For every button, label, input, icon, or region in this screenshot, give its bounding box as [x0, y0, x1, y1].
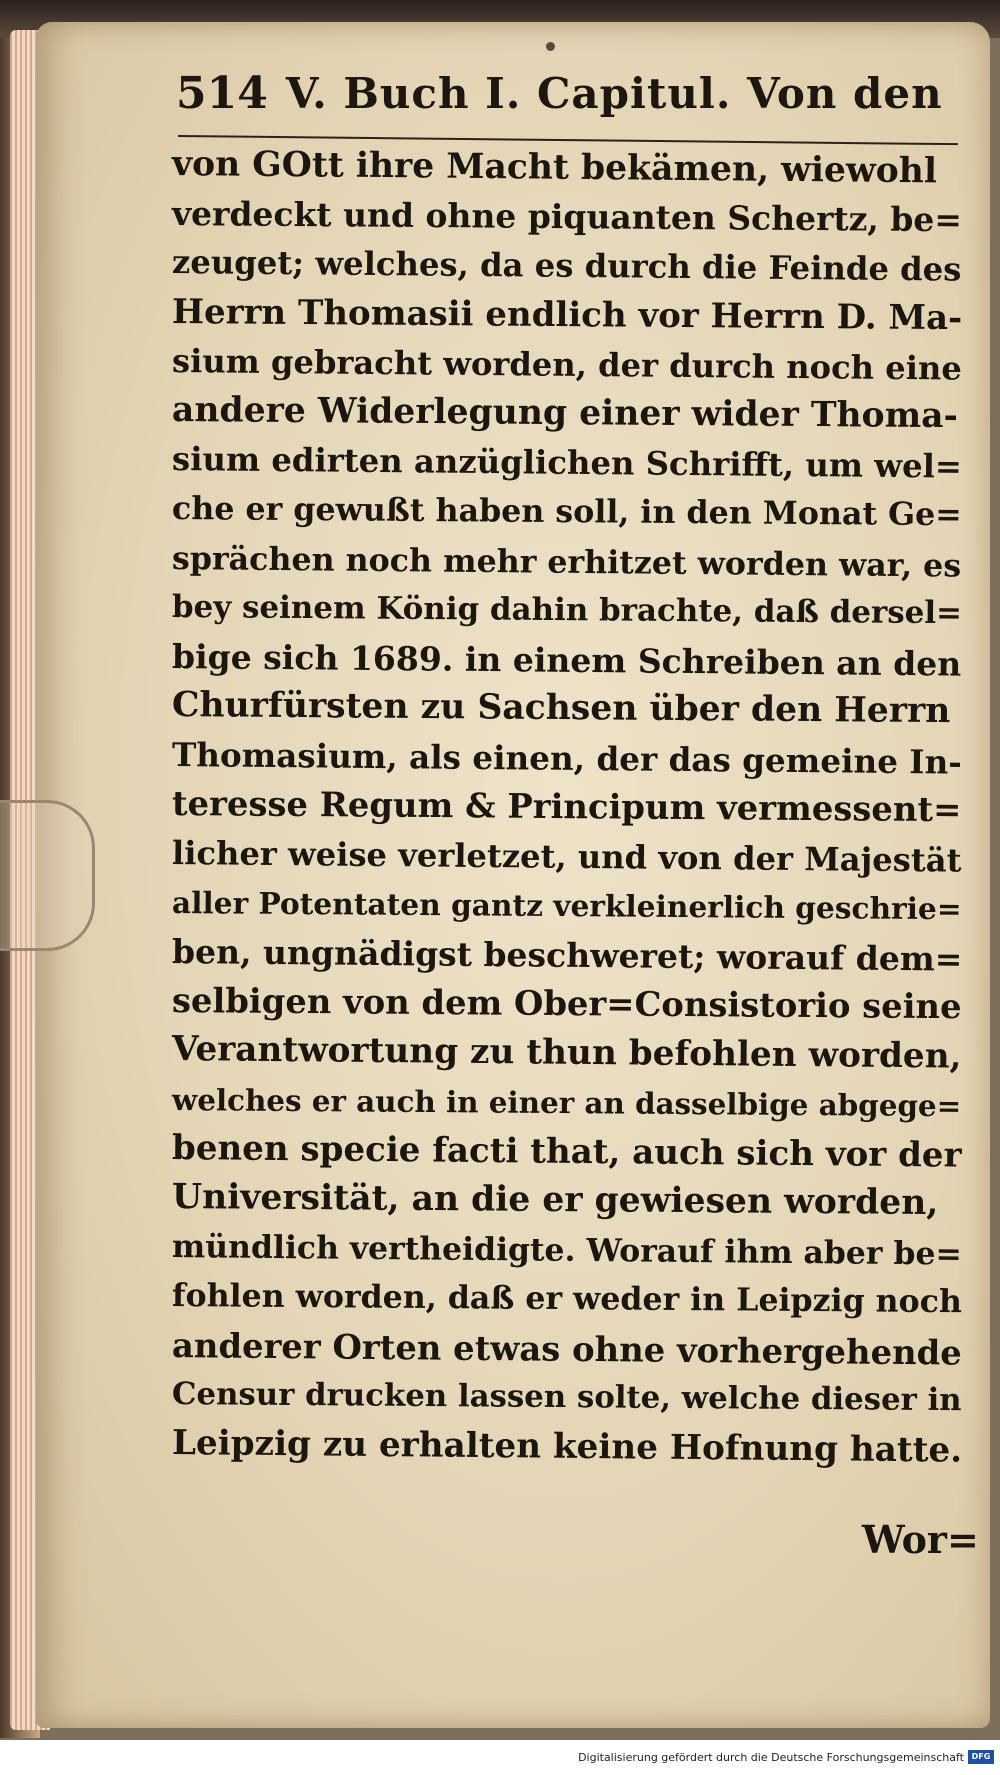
- text-line: bey seinem König dahin brachte, daß dersel=: [171, 588, 963, 631]
- digitization-footer: [0, 1740, 1000, 1775]
- text-line: Censur drucken lassen solte, welche dieser in: [171, 1375, 962, 1418]
- text-line: verdeckt und ohne piquanten Schertz, be=: [171, 194, 963, 240]
- text-line: Verantwortung zu thun befohlen worden,: [171, 1029, 962, 1077]
- catchword: Wor=: [862, 1517, 979, 1562]
- text-line: sprächen noch mehr erhitzet worden war, es: [171, 539, 962, 585]
- text-line: andere Widerlegung einer wider Thoma-: [171, 389, 959, 437]
- text-line: benen specie facti that, auch sich vor der: [171, 1127, 962, 1176]
- text-line: Thomasium, als einen, der das gemeine In-: [171, 735, 963, 782]
- text-line: Leipzig zu erhalten keine Hofnung hatte.: [171, 1422, 963, 1471]
- page-number: 514: [176, 68, 268, 119]
- text-line: anderer Orten etwas ohne vorhergehende: [171, 1324, 962, 1373]
- text-line: von GOtt ihre Macht bekämen, wiewohl: [171, 144, 938, 192]
- ink-spot: [546, 42, 555, 51]
- text-line: Herrn Thomasii endlich vor Herrn D. Ma-: [171, 291, 963, 338]
- text-line: sium gebracht worden, der durch noch eine: [171, 341, 962, 388]
- text-line: teresse Regum & Principum vermessent=: [171, 783, 962, 830]
- page-tab-marker: [0, 800, 95, 951]
- text-line: mündlich vertheidigte. Worauf ihm aber be=: [171, 1228, 962, 1273]
- text-line: aller Potentaten gantz verkleinerlich geschrie=: [171, 884, 962, 927]
- text-line: sium edirten anzüglichen Schrifft, um wel=: [171, 440, 963, 486]
- text-line: fohlen worden, daß er weder in Leipzig noch: [171, 1277, 963, 1321]
- page-header: [176, 68, 943, 138]
- text-line: zeuget; welches, da es durch die Feinde des: [171, 243, 962, 289]
- body-text: [171, 140, 972, 1471]
- text-line: welches er auch in einer an dasselbige abgege=: [171, 1081, 962, 1123]
- text-line: licher weise verletzet, und von der Majestät: [171, 833, 962, 880]
- running-head: V. Buch I. Capitul. Von den: [285, 69, 943, 118]
- dfg-logo: DFG: [968, 1750, 994, 1764]
- text-line: Universität, an die er gewiesen worden,: [171, 1176, 939, 1223]
- text-line: selbigen von dem Ober=Consistorio seine: [171, 980, 962, 1027]
- funding-credit: Digitalisierung gefördert durch die Deutsche Forschungsgemeinschaft: [578, 1751, 964, 1764]
- text-line: bige sich 1689. in einem Schreiben an den: [171, 636, 962, 684]
- text-line: Churfürsten zu Sachsen über den Herrn: [171, 685, 951, 732]
- text-line: che er gewußt haben soll, in den Monat Ge=: [171, 490, 962, 534]
- text-line: ben, ungnädigst beschweret; worauf dem=: [171, 932, 963, 979]
